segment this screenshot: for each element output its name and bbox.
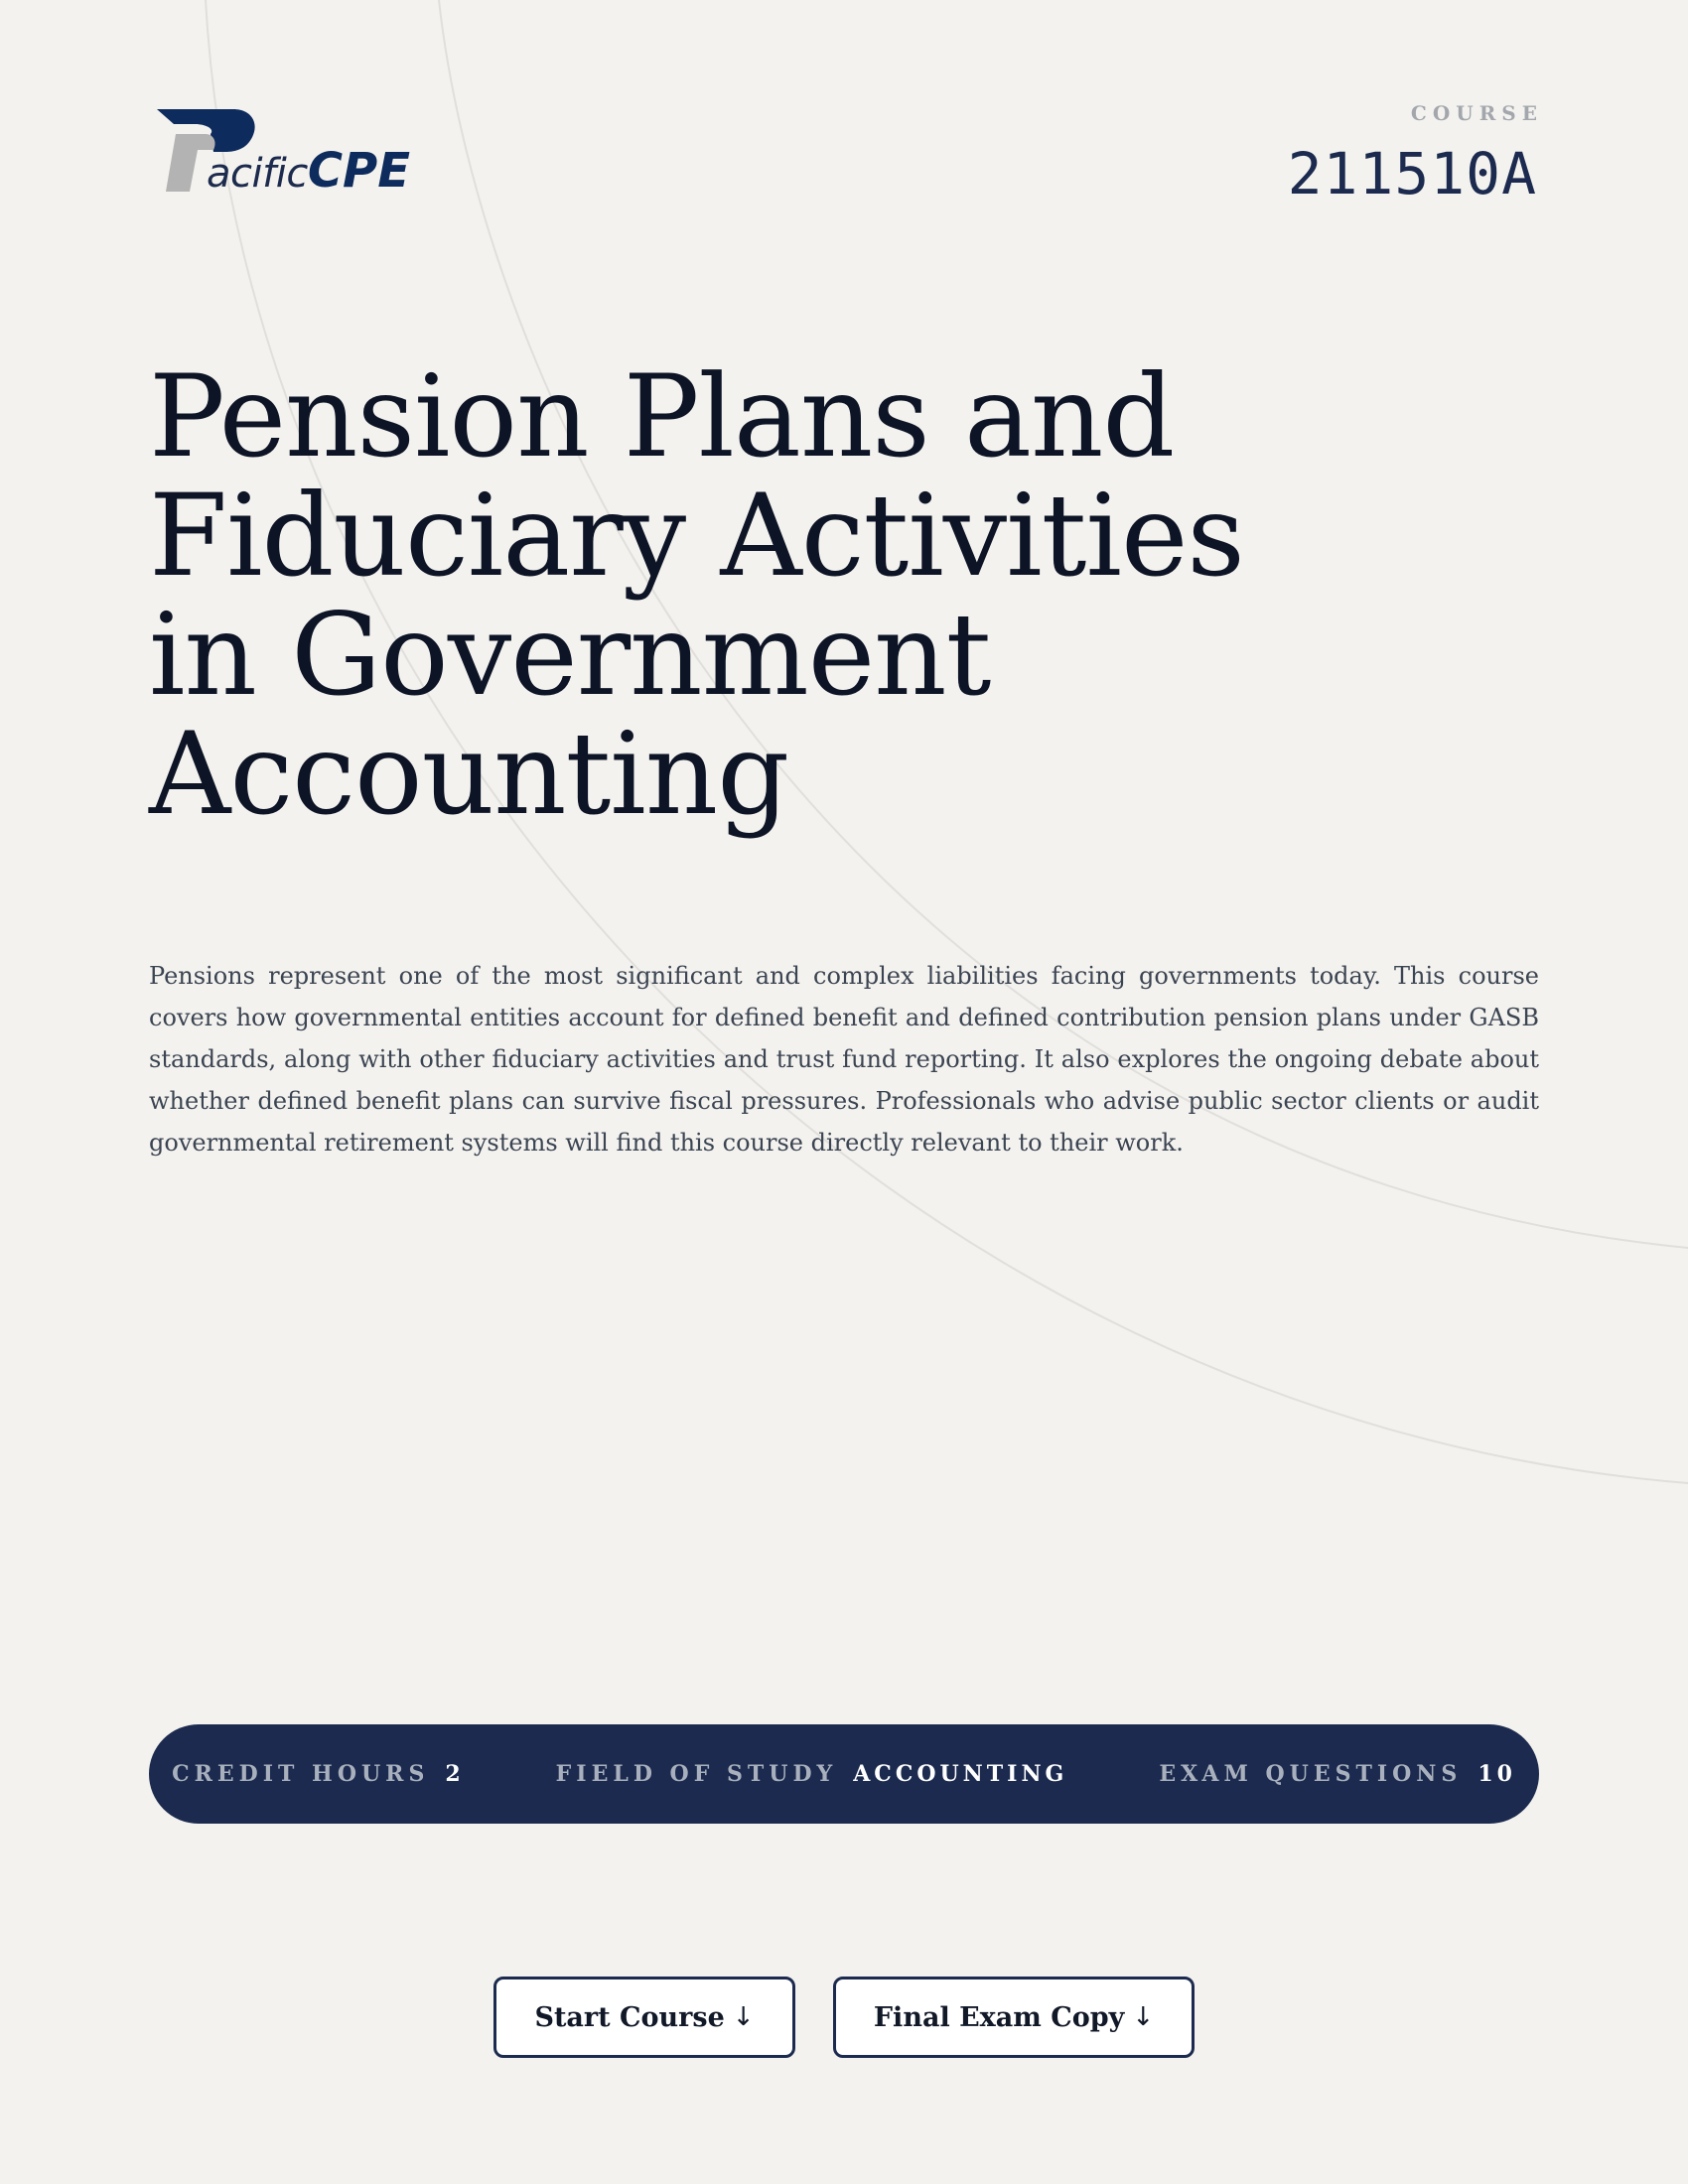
- logo-text-light: acific: [207, 151, 308, 197]
- course-code: 211510A: [1287, 140, 1537, 207]
- logo-wordmark: [207, 143, 411, 199]
- stat-exam-questions: [1113, 1761, 1562, 1787]
- action-buttons: [0, 1977, 1688, 2058]
- page-title: [149, 350, 1440, 840]
- arrow-down-icon: ↓: [1132, 2002, 1155, 2032]
- title-line: in Government: [149, 589, 991, 721]
- stat-label: FIELD OF STUDY: [555, 1761, 838, 1787]
- course-description: Pensions represent one of the most significant and complex liabilities facing governments today. This course covers how governmental entities account for defined benefit and defined contribution pension plans under GASB standards, along with other fiduciary activities and trust fund reporting. It also explores the ongoing debate about whether defined benefit plans can survive fiscal pressures. Professionals who advise public sector clients or audit governmental retirement systems will find this course directly relevant to their work.: [149, 962, 1539, 1157]
- final-exam-copy-label: Final Exam Copy: [873, 2001, 1125, 2033]
- arrow-down-icon: ↓: [732, 2002, 755, 2032]
- course-stats-bar: [149, 1724, 1539, 1824]
- title-line: Accounting: [149, 708, 789, 840]
- stat-field-of-study: [510, 1761, 1114, 1787]
- pacific-cpe-logo[interactable]: [154, 104, 412, 204]
- stat-value: ACCOUNTING: [853, 1761, 1068, 1787]
- title-line: Fiduciary Activities: [149, 470, 1244, 602]
- title-line: Pension Plans and: [149, 350, 1175, 482]
- course-label: COURSE: [1410, 101, 1543, 125]
- stat-label: CREDIT HOURS: [172, 1761, 430, 1787]
- stat-value: 10: [1477, 1761, 1516, 1787]
- start-course-button[interactable]: [493, 1977, 795, 2058]
- stat-credit-hours: [126, 1761, 510, 1787]
- final-exam-copy-button[interactable]: [833, 1977, 1195, 2058]
- stat-value: 2: [445, 1761, 465, 1787]
- logo-text-bold: CPE: [307, 143, 411, 199]
- stat-label: EXAM QUESTIONS: [1159, 1761, 1463, 1787]
- start-course-label: Start Course: [534, 2001, 725, 2033]
